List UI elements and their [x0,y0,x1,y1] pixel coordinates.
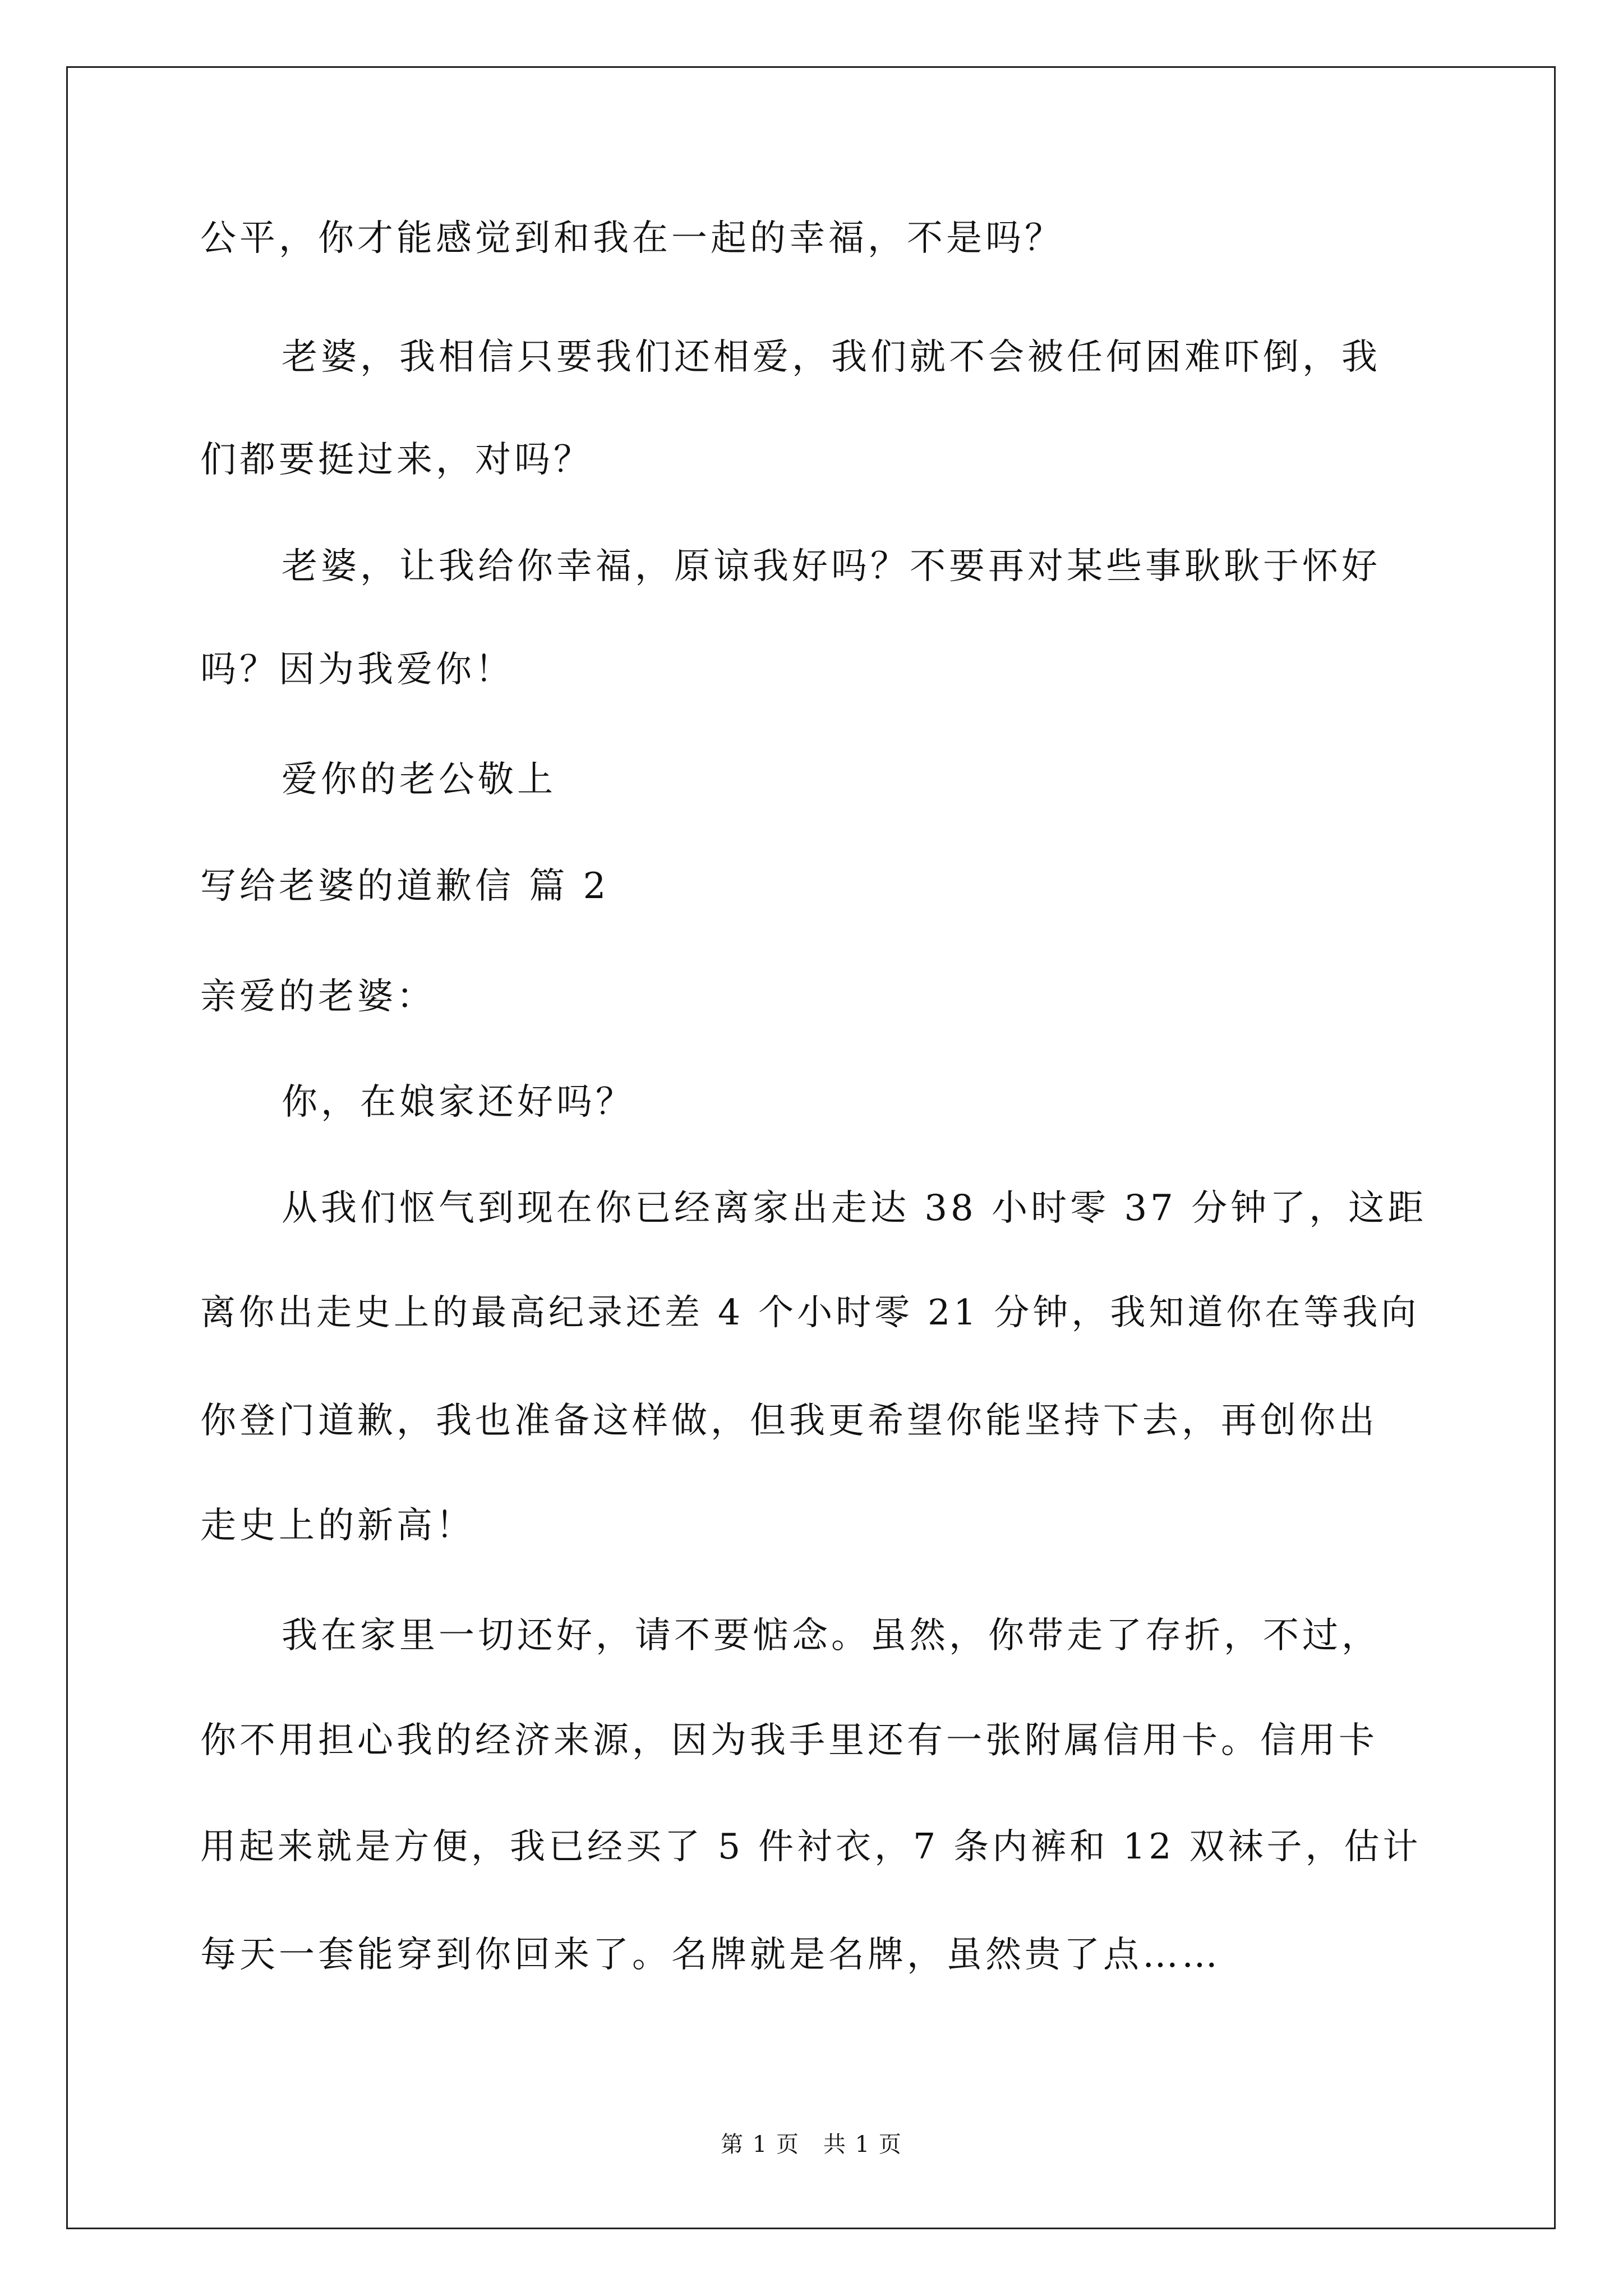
paragraph-line: 们都要挺过来，对吗？ [200,439,593,481]
paragraph-line: 你登门道歉，我也准备这样做，但我更希望你能坚持下去，再创你出 [200,1400,1378,1442]
paragraph-line: 你不用担心我的经济来源，因为我手里还有一张附属信用卡。信用卡 [200,1720,1378,1761]
signature-line: 爱你的老公敬上 [282,759,556,800]
paragraph-line: 老婆，让我给你幸福，原谅我好吗？不要再对某些事耿耿于怀好 [282,546,1381,587]
section-heading: 写给老婆的道歉信 篇 2 [200,866,610,907]
paragraph-line: 用起来就是方便，我已经买了 5 件衬衣，7 条内裤和 12 双袜子，估计 [200,1826,1422,1867]
paragraph-line: 公平，你才能感觉到和我在一起的幸福，不是吗？ [200,218,1064,259]
paragraph-line: 吗？因为我爱你！ [200,649,514,691]
paragraph-line: 每天一套能穿到你回来了。名牌就是名牌，虽然贵了点…… [200,1934,1221,1976]
paragraph-line: 离你出走史上的最高纪录还差 4 个小时零 21 分钟，我知道你在等我向 [200,1292,1420,1333]
salutation: 亲爱的老婆： [200,976,436,1018]
paragraph-line: 我在家里一切还好，请不要惦念。虽然，你带走了存折，不过， [282,1615,1381,1657]
paragraph-line: 走史上的新高！ [200,1505,475,1547]
page-border [66,66,1556,2229]
paragraph-line: 你，在娘家还好吗？ [282,1082,635,1123]
paragraph-line: 从我们怄气到现在你已经离家出走达 38 小时零 37 分钟了，这距 [282,1188,1427,1229]
page-footer: 第 1 页 共 1 页 [721,2132,902,2157]
paragraph-line: 老婆，我相信只要我们还相爱，我们就不会被任何困难吓倒，我 [282,337,1381,378]
